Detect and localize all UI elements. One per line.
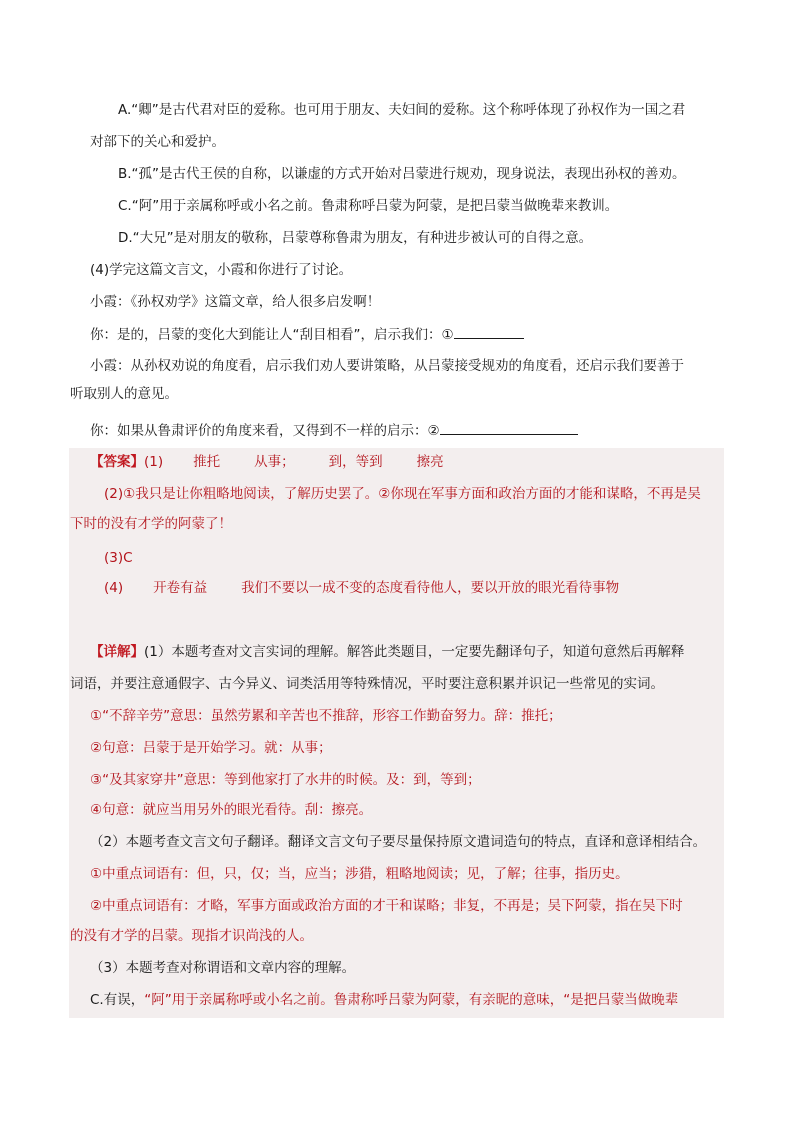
detail-p2-item-2-line1: ②中重点词语有：才略，军事方面或政治方面的才干和谋略；非复，不再是；吴下阿蒙，指在吴下时 xyxy=(90,898,683,914)
detail-p2-item-1: ①中重点词语有：但，只，仅；当，应当；涉猎，粗略地阅读；见，了解；往事，指历史。 xyxy=(90,866,629,882)
answer-1-number: (1) xyxy=(144,454,164,470)
dialog-you-2 xyxy=(90,420,578,441)
answer-row-4 xyxy=(104,578,619,598)
dialog-you-1-text: 你：是的，吕蒙的变化大到能让人“刮目相看”，启示我们：① xyxy=(90,327,454,343)
dialog-xiaoxia-1: 小霞：《孙权劝学》这篇文章，给人很多启发啊！ xyxy=(90,294,381,310)
answer-2-line2: 下时的没有才学的阿蒙了！ xyxy=(70,516,232,532)
answer-4-number: (4) xyxy=(104,580,124,596)
detail-p1-text: (1）本题考查对文言实词的理解。解答此类题目，一定要先翻译句子，知道句意然后再解释 xyxy=(144,644,685,660)
dialog-xiaoxia-2-line2: 听取别人的意见。 xyxy=(70,386,178,402)
detail-p3-c xyxy=(90,990,678,1010)
detail-p3-c-prefix: C.有误， xyxy=(90,992,145,1008)
option-d: D.“大兄”是对朋友的敬称，吕蒙尊称鲁肃为朋友，有种进步被认可的自得之意。 xyxy=(118,230,593,246)
q4-intro: (4)学完这篇文言文，小霞和你进行了讨论。 xyxy=(90,262,353,278)
answer-1-term-3: 到，等到 xyxy=(328,454,383,470)
answer-1-term-1: 推托 xyxy=(193,454,221,470)
answer-1-term-4: 擦亮 xyxy=(416,454,444,470)
detail-item-4: ④句意：就应当用另外的眼光看待。刮：擦亮。 xyxy=(90,802,373,818)
detail-tag: 【详解】 xyxy=(90,644,144,660)
dialog-you-2-text: 你：如果从鲁肃评价的角度来看，又得到不一样的启示：② xyxy=(90,423,440,439)
detail-item-1: ①“不辞辛劳”意思：虽然劳累和辛苦也不推辞，形容工作勤奋努力。辞：推托； xyxy=(90,708,562,724)
detail-p3: （3）本题考查对称谓语和文章内容的理解。 xyxy=(90,960,356,976)
answer-4-term-1: 开卷有益 xyxy=(153,580,208,596)
detail-p3-c-text: “阿”用于亲属称呼或小名之前。鲁肃称呼吕蒙为阿蒙，有亲昵的意味，“是把吕蒙当做晚辈 xyxy=(144,992,679,1008)
option-b: B.“孤”是古代王侯的自称，以谦虚的方式开始对吕蒙进行规劝，现身说法，表现出孙权的善劝。 xyxy=(118,166,686,182)
dialog-xiaoxia-2-line1: 小霞：从孙权劝说的角度看，启示我们劝人要讲策略，从吕蒙接受规劝的角度看，还启示我们要善于 xyxy=(90,358,684,374)
dialog-you-1 xyxy=(90,324,524,345)
detail-p1-line1 xyxy=(90,642,684,662)
answer-tag: 【答案】 xyxy=(90,454,144,470)
answer-3: (3)C xyxy=(104,550,133,566)
answer-1-term-2: 从事； xyxy=(254,454,295,470)
detail-p1-line2: 词语，并要注意通假字、古今异义、词类活用等特殊情况，平时要注意积累并识记一些常见的实词。 xyxy=(70,676,664,692)
option-a-line1: A.“卿”是古代君对臣的爱称。也可用于朋友、夫妇间的爱称。这个称呼体现了孙权作为一国之君 xyxy=(118,102,686,118)
detail-p2: （2）本题考查文言文句子翻译。翻译文言文句子要尽量保持原文遣词造句的特点，直译和意译相结合。 xyxy=(90,834,707,850)
detail-item-3: ③“及其家穿井”意思：等到他家打了水井的时候。及：到，等到； xyxy=(90,772,481,788)
answer-2-line1: (2)①我只是让你粗略地阅读，了解历史罢了。②你现在军事方面和政治方面的才能和谋略，不再是吴 xyxy=(104,486,701,502)
option-c: C.“阿”用于亲属称呼或小名之前。鲁肃称呼吕蒙为阿蒙，是把吕蒙当做晚辈来教训。 xyxy=(118,198,619,214)
answer-blank-2[interactable] xyxy=(440,420,578,435)
option-a-line2: 对部下的关心和爱护。 xyxy=(90,134,225,150)
answer-4-term-2: 我们不要以一成不变的态度看待他人，要以开放的眼光看待事物 xyxy=(241,580,620,596)
detail-p2-item-2-line2: 的没有才学的吕蒙。现指才识尚浅的人。 xyxy=(70,928,313,944)
answer-row-1 xyxy=(90,452,444,472)
answer-blank-1[interactable] xyxy=(454,324,524,339)
detail-item-2: ②句意：吕蒙于是开始学习。就：从事； xyxy=(90,740,332,756)
